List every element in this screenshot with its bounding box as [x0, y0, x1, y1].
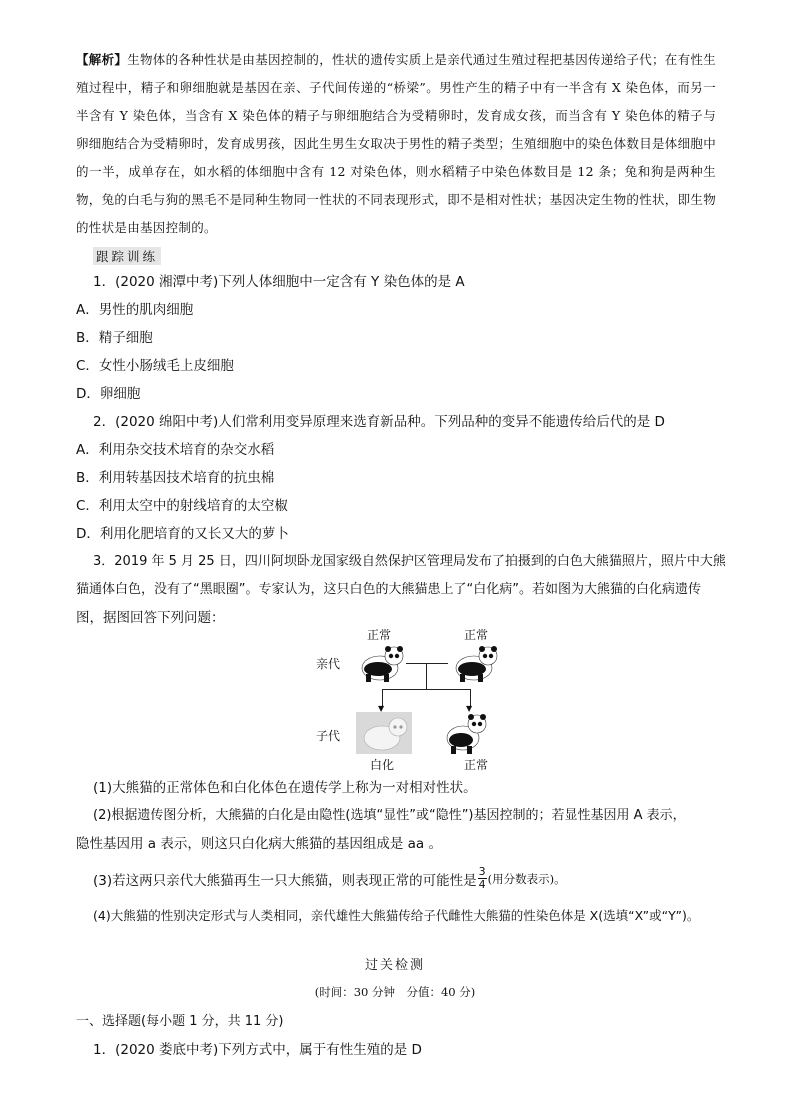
- test-section-heading: 一、选择题(每小题 1 分，共 11 分): [76, 1014, 284, 1029]
- q1-option-b: B．精子细胞: [76, 330, 153, 346]
- mating-line: [406, 663, 448, 664]
- q2-option-c: C．利用太空中的射线培育的太空椒: [76, 498, 288, 514]
- inheritance-figure: [316, 620, 516, 770]
- arrow-right-icon: ▼: [466, 704, 473, 713]
- q3-stem-line3: 图，据图回答下列问题：: [76, 610, 225, 626]
- q1-option-c: C．女性小肠绒毛上皮细胞: [76, 358, 234, 374]
- q3-stem-line2: 猫通体白色，没有了“黑眼圈”。专家认为，这只白色的大熊猫患上了“白化病”。若如图为大熊猫的白化病遗传: [76, 582, 701, 597]
- q3-sub2-line2: 隐性基因用 a 表示，则这只白化病大熊猫的基因组成是 aa 。: [76, 836, 442, 852]
- child2-panda-image: [441, 710, 495, 754]
- child2-label: 正常: [464, 758, 489, 772]
- analysis-text: 生物体的各种性状是由基因控制的，性状的遗传实质上是亲代通过生殖过程把基因传递给子代；在有性生殖过程中，精子和卵细胞就是基因在亲、子代间传递的“桥梁”。男性产生的精子中有一半含有 X 染色体，而另一半含有 Y 染色体，当含有 X 染色体的精子与卵细胞结合为受精卵时，发育成女孩，而当含有 Y 染色体的精子与卵细胞结合为受精卵时，发育成男孩，因此生男生女取决于男性的精子类型；生殖细胞中的染色体数目是体细胞中的一半，成单存在，如水稻的体细胞中含有 12 对染色体，则水稻精子中染色体数目是 12 条；兔和狗是两种生物，兔的白毛与狗的黑毛不是同种生物同一性状的不同表现形式，即不是相对性状；基因决定生物的性状，即生物的性状是由基因控制的。: [76, 52, 717, 235]
- analysis-tag: 【解析】: [76, 52, 128, 67]
- child1-label: 白化: [370, 758, 395, 772]
- q2-stem: 2．(2020 绵阳中考)人们常利用变异原理来选育新品种。下列品种的变异不能遗传给后代的是 D: [93, 414, 665, 430]
- parent1-label: 正常: [367, 628, 392, 642]
- q2-option-b: B．利用转基因技术培育的抗虫棉: [76, 470, 275, 486]
- parent2-panda-image: [448, 642, 500, 682]
- parent2-label: 正常: [464, 628, 489, 642]
- q3-sub3-suffix: (用分数表示)。: [487, 871, 566, 886]
- q3-sub1: (1)大熊猫的正常体色和白化体色在遗传学上称为一对相对性状。: [93, 780, 477, 796]
- test-q1-stem: 1．(2020 娄底中考)下列方式中，属于有性生殖的是 D: [93, 1042, 422, 1058]
- analysis-paragraph: [76, 46, 716, 242]
- q3-stem-line1: 3．2019 年 5 月 25 日，四川阿坝卧龙国家级自然保护区管理局发布了拍摄到的白色大熊猫照片，照片中大熊: [93, 554, 726, 569]
- q3-sub3-prefix: (3)若这两只亲代大熊猫再生一只大熊猫，则表现正常的可能性是: [93, 872, 477, 889]
- q3-sub3-fraction: [478, 866, 487, 891]
- q2-option-d: D．利用化肥培育的又长又大的萝卜: [76, 526, 289, 542]
- test-meta: (时间：30 分钟 分值：40 分): [314, 985, 476, 999]
- q3-sub2-line1: (2)根据遗传图分析，大熊猫的白化是由隐性(选填“显性”或“隐性”)基因控制的；若显性基因用 A 表示，: [93, 808, 686, 823]
- q1-stem: 1．(2020 湘潭中考)下列人体细胞中一定含有 Y 染色体的是 A: [93, 274, 465, 290]
- q1-option-a: A．男性的肌肉细胞: [76, 302, 194, 318]
- fraction-numerator: 3: [478, 865, 486, 878]
- parent1-panda-image: [354, 642, 406, 682]
- q2-option-a: A．利用杂交技术培育的杂交水稻: [76, 442, 275, 458]
- parent-generation-label: 亲代: [316, 657, 341, 671]
- test-title: 过关检测: [364, 958, 425, 973]
- descent-line: [426, 663, 427, 689]
- arrow-left-icon: ▼: [378, 704, 385, 713]
- section-tag: 跟踪训练: [93, 247, 161, 265]
- child-generation-label: 子代: [316, 729, 341, 743]
- q3-sub3: [93, 866, 753, 891]
- q3-sub4: (4)大熊猫的性别决定形式与人类相同，亲代雄性大熊猫传给子代雌性大熊猫的性染色体是 X(选填“X”或“Y”)。: [93, 908, 700, 923]
- branch-line: [382, 689, 470, 690]
- child1-albino-panda-image: [356, 712, 412, 754]
- fraction-denominator: 4: [478, 878, 486, 891]
- q1-option-d: D．卵细胞: [76, 386, 141, 402]
